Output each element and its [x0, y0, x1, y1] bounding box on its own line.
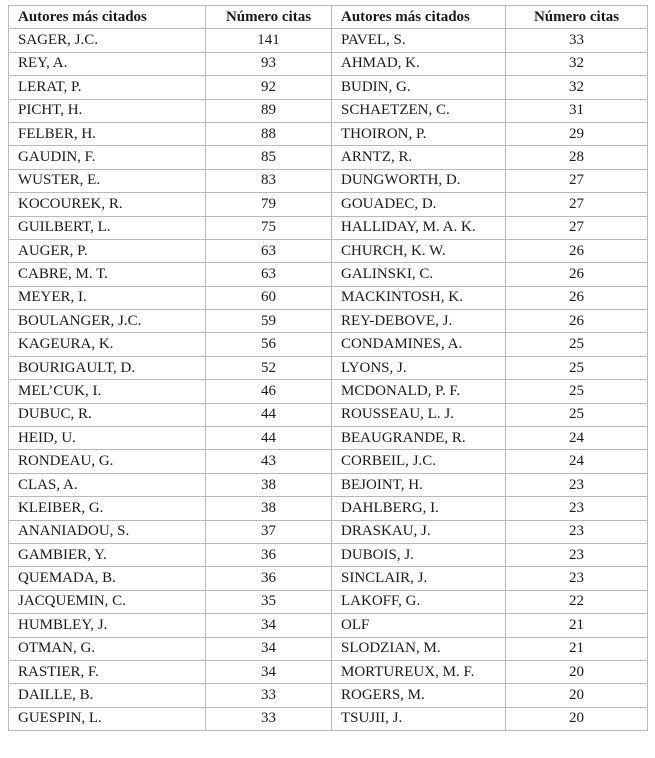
citations-left-cell: 34: [206, 614, 332, 637]
citations-left-cell: 35: [206, 590, 332, 613]
author-left-cell: RASTIER, F.: [9, 660, 206, 683]
author-right-cell: BEJOINT, H.: [332, 473, 506, 496]
table-row: [9, 637, 648, 660]
author-left-cell: FELBER, H.: [9, 122, 206, 145]
citations-right-cell: 27: [506, 193, 648, 216]
author-left-cell: GUILBERT, L.: [9, 216, 206, 239]
table-row: [9, 684, 648, 707]
table-row: [9, 193, 648, 216]
citations-left-cell: 85: [206, 146, 332, 169]
author-left-cell: QUEMADA, B.: [9, 567, 206, 590]
citations-left-cell: 38: [206, 497, 332, 520]
author-right-cell: MORTUREUX, M. F.: [332, 660, 506, 683]
table-row: [9, 76, 648, 99]
table-row: [9, 310, 648, 333]
citations-left-cell: 89: [206, 99, 332, 122]
table-row: [9, 263, 648, 286]
citations-left-cell: 44: [206, 403, 332, 426]
citations-left-cell: 59: [206, 310, 332, 333]
citations-left-cell: 63: [206, 239, 332, 262]
citations-right-cell: 24: [506, 450, 648, 473]
citations-right-cell: 25: [506, 333, 648, 356]
citations-left-cell: 75: [206, 216, 332, 239]
author-right-cell: CORBEIL, J.C.: [332, 450, 506, 473]
author-right-cell: BUDIN, G.: [332, 76, 506, 99]
citations-left-cell: 79: [206, 193, 332, 216]
author-right-cell: TSUJII, J.: [332, 707, 506, 730]
table-row: [9, 239, 648, 262]
table-row: [9, 614, 648, 637]
citations-left-cell: 46: [206, 380, 332, 403]
citations-left-cell: 36: [206, 567, 332, 590]
author-left-cell: DUBUC, R.: [9, 403, 206, 426]
citations-right-cell: 23: [506, 567, 648, 590]
author-right-cell: SLODZIAN, M.: [332, 637, 506, 660]
table-row: [9, 567, 648, 590]
table-row: [9, 707, 648, 730]
author-right-cell: CHURCH, K. W.: [332, 239, 506, 262]
author-left-cell: BOURIGAULT, D.: [9, 356, 206, 379]
citations-right-cell: 28: [506, 146, 648, 169]
author-left-cell: WUSTER, E.: [9, 169, 206, 192]
author-right-cell: MCDONALD, P. F.: [332, 380, 506, 403]
author-right-cell: THOIRON, P.: [332, 122, 506, 145]
author-right-cell: BEAUGRANDE, R.: [332, 427, 506, 450]
citations-left-cell: 38: [206, 473, 332, 496]
citations-right-cell: 27: [506, 169, 648, 192]
citations-left-cell: 34: [206, 637, 332, 660]
citations-left-cell: 141: [206, 29, 332, 52]
header-authors-left: Autores más citados: [9, 6, 206, 29]
table-row: [9, 403, 648, 426]
author-left-cell: GAMBIER, Y.: [9, 543, 206, 566]
author-right-cell: ARNTZ, R.: [332, 146, 506, 169]
table-row: [9, 333, 648, 356]
author-left-cell: JACQUEMIN, C.: [9, 590, 206, 613]
author-right-cell: ROUSSEAU, L. J.: [332, 403, 506, 426]
citations-left-cell: 60: [206, 286, 332, 309]
author-left-cell: LERAT, P.: [9, 76, 206, 99]
author-right-cell: LAKOFF, G.: [332, 590, 506, 613]
citations-left-cell: 44: [206, 427, 332, 450]
table-row: [9, 497, 648, 520]
citations-right-cell: 26: [506, 286, 648, 309]
author-right-cell: AHMAD, K.: [332, 52, 506, 75]
citations-right-cell: 26: [506, 239, 648, 262]
citations-right-cell: 32: [506, 76, 648, 99]
table-row: [9, 286, 648, 309]
citations-right-cell: 27: [506, 216, 648, 239]
author-right-cell: OLF: [332, 614, 506, 637]
author-left-cell: REY, A.: [9, 52, 206, 75]
author-left-cell: PICHT, H.: [9, 99, 206, 122]
header-citations-left: Número citas: [206, 6, 332, 29]
citations-right-cell: 22: [506, 590, 648, 613]
author-right-cell: SCHAETZEN, C.: [332, 99, 506, 122]
table-row: [9, 356, 648, 379]
citations-right-cell: 26: [506, 263, 648, 286]
citations-right-cell: 29: [506, 122, 648, 145]
citations-right-cell: 31: [506, 99, 648, 122]
citations-right-cell: 20: [506, 660, 648, 683]
table-row: [9, 122, 648, 145]
citations-right-cell: 25: [506, 356, 648, 379]
header-citations-right: Número citas: [506, 6, 648, 29]
author-left-cell: OTMAN, G.: [9, 637, 206, 660]
author-left-cell: CABRE, M. T.: [9, 263, 206, 286]
author-right-cell: GOUADEC, D.: [332, 193, 506, 216]
author-left-cell: RONDEAU, G.: [9, 450, 206, 473]
citations-right-cell: 33: [506, 29, 648, 52]
author-left-cell: ANANIADOU, S.: [9, 520, 206, 543]
author-left-cell: MEL’CUK, I.: [9, 380, 206, 403]
table-row: [9, 99, 648, 122]
table-row: [9, 380, 648, 403]
citations-right-cell: 20: [506, 707, 648, 730]
table-row: [9, 660, 648, 683]
citations-right-cell: 23: [506, 473, 648, 496]
citations-left-cell: 36: [206, 543, 332, 566]
citations-left-cell: 56: [206, 333, 332, 356]
citations-left-cell: 93: [206, 52, 332, 75]
table-row: [9, 52, 648, 75]
author-right-cell: DAHLBERG, I.: [332, 497, 506, 520]
author-right-cell: PAVEL, S.: [332, 29, 506, 52]
author-left-cell: DAILLE, B.: [9, 684, 206, 707]
citations-left-cell: 83: [206, 169, 332, 192]
author-right-cell: CONDAMINES, A.: [332, 333, 506, 356]
author-left-cell: HEID, U.: [9, 427, 206, 450]
author-right-cell: HALLIDAY, M. A. K.: [332, 216, 506, 239]
table-row: [9, 543, 648, 566]
citations-left-cell: 52: [206, 356, 332, 379]
citations-right-cell: 21: [506, 637, 648, 660]
author-left-cell: BOULANGER, J.C.: [9, 310, 206, 333]
header-authors-right: Autores más citados: [332, 6, 506, 29]
author-left-cell: GAUDIN, F.: [9, 146, 206, 169]
author-left-cell: AUGER, P.: [9, 239, 206, 262]
citations-right-cell: 21: [506, 614, 648, 637]
citations-left-cell: 34: [206, 660, 332, 683]
citations-left-cell: 43: [206, 450, 332, 473]
author-right-cell: DUBOIS, J.: [332, 543, 506, 566]
citations-table: [8, 5, 648, 731]
author-right-cell: MACKINTOSH, K.: [332, 286, 506, 309]
author-left-cell: KOCOUREK, R.: [9, 193, 206, 216]
citations-right-cell: 32: [506, 52, 648, 75]
author-right-cell: SINCLAIR, J.: [332, 567, 506, 590]
author-left-cell: MEYER, I.: [9, 286, 206, 309]
citations-right-cell: 26: [506, 310, 648, 333]
table-row: [9, 216, 648, 239]
table-row: [9, 590, 648, 613]
citations-left-cell: 88: [206, 122, 332, 145]
citations-left-cell: 37: [206, 520, 332, 543]
table-row: [9, 146, 648, 169]
author-right-cell: DUNGWORTH, D.: [332, 169, 506, 192]
citations-left-cell: 33: [206, 707, 332, 730]
author-right-cell: REY-DEBOVE, J.: [332, 310, 506, 333]
author-right-cell: LYONS, J.: [332, 356, 506, 379]
author-left-cell: HUMBLEY, J.: [9, 614, 206, 637]
citations-right-cell: 23: [506, 520, 648, 543]
author-left-cell: KAGEURA, K.: [9, 333, 206, 356]
author-left-cell: SAGER, J.C.: [9, 29, 206, 52]
table-header-row: [9, 6, 648, 29]
citations-right-cell: 20: [506, 684, 648, 707]
citations-right-cell: 23: [506, 497, 648, 520]
citations-right-cell: 25: [506, 403, 648, 426]
citations-left-cell: 63: [206, 263, 332, 286]
author-right-cell: GALINSKI, C.: [332, 263, 506, 286]
citations-right-cell: 24: [506, 427, 648, 450]
author-left-cell: KLEIBER, G.: [9, 497, 206, 520]
author-left-cell: GUESPIN, L.: [9, 707, 206, 730]
citations-right-cell: 23: [506, 543, 648, 566]
citations-left-cell: 92: [206, 76, 332, 99]
citations-right-cell: 25: [506, 380, 648, 403]
table-row: [9, 473, 648, 496]
table-row: [9, 520, 648, 543]
table-row: [9, 169, 648, 192]
citations-table-container: [8, 5, 648, 731]
table-body: [9, 29, 648, 731]
table-row: [9, 450, 648, 473]
table-row: [9, 29, 648, 52]
author-right-cell: ROGERS, M.: [332, 684, 506, 707]
citations-left-cell: 33: [206, 684, 332, 707]
table-row: [9, 427, 648, 450]
author-left-cell: CLAS, A.: [9, 473, 206, 496]
author-right-cell: DRASKAU, J.: [332, 520, 506, 543]
